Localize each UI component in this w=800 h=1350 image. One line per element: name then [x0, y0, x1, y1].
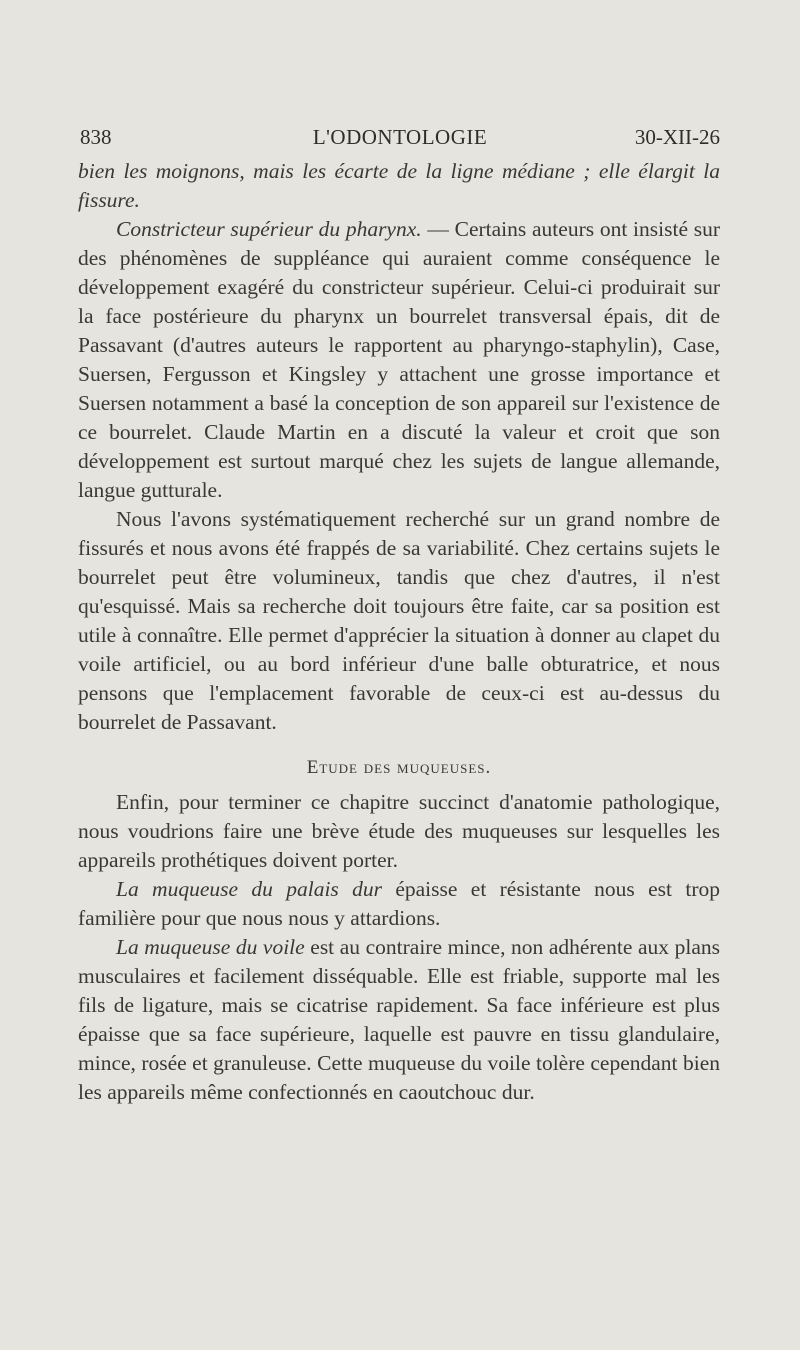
page-number: 838	[80, 125, 112, 149]
paragraph-constricteur	[78, 215, 720, 505]
section-title: Etude des muqueuses.	[306, 757, 492, 778]
subheading-constricteur: Constricteur supérieur du pharynx.	[116, 217, 422, 241]
paragraph-passavant: Nous l'avons systématiquement recherché sur un grand nombre de fissurés et nous avons été frappés de sa variabilité. Chez certains sujets le bourrelet peut être volumineux, tandis que chez d'autres, il n'est qu'esquissé. Mais sa recherche doit toujours être faite, car sa position est utile à connaître. Elle permet d'apprécier la situation à donner au clapet du voile artificiel, ou au bord inférieur d'une balle obturatrice, et nous pensons que l'emplacement favorable de ceux-ci est au-dessus du bourrelet de Passavant.	[78, 507, 720, 734]
issue-date: 30-XII-26	[634, 125, 720, 149]
paragraph-palais-dur	[78, 875, 720, 933]
paragraph-intro-muqueuses: Enfin, pour terminer ce chapitre succinct d'anatomie pathologique, nous voudrions faire une brève étude des muqueuses sur lesquelles les appareils prothétiques doivent porter.	[78, 790, 720, 872]
paragraph-continuation: bien les moignons, mais les écarte de la ligne médiane ; elle élargit la fissure.	[78, 159, 720, 212]
page-body	[78, 157, 720, 1107]
paragraph-text: — Certains auteurs ont insisté sur des phénomènes de suppléance qui auraient comme conséquence le développement exagéré du constricteur supérieur. Celui-ci produirait sur la face postérieure du pharynx un bourrelet transversal épais, dit de Passavant (d'autres auteurs le rapportent au pharyngo-staphylin), Case, Suersen, Fergusson et Kingsley y attachent une grosse importance et Suersen notamment a basé la conception de son appareil sur l'existence de ce bourrelet. Claude Martin en a discuté la valeur et croit que son développement est surtout marqué chez les sujets de langue allemande, langue gutturale.	[78, 217, 721, 502]
subheading-palais-dur: La muqueuse du palais dur	[116, 877, 382, 901]
paragraph-voile	[78, 933, 720, 1107]
paragraph-text: est au contraire mince, non adhérente aux plans musculaires et facilement disséquable. Elle est friable, supporte mal les fils de ligature, mais se cicatrise rapidement. Sa face inférieure est plus épaisse que sa face supérieure, laquelle est pauvre en tissu glandulaire, mince, rosée et granuleuse. Cette muqueuse du voile tolère cependant bien les appareils même confectionnés en caoutchouc dur.	[78, 935, 721, 1104]
paragraph-text: épaisse et résistante nous est trop familière pour que nous nous y attardions.	[78, 877, 720, 930]
running-header	[80, 125, 720, 153]
subheading-voile: La muqueuse du voile	[116, 935, 305, 959]
journal-title: L'ODONTOLOGIE	[312, 125, 488, 149]
